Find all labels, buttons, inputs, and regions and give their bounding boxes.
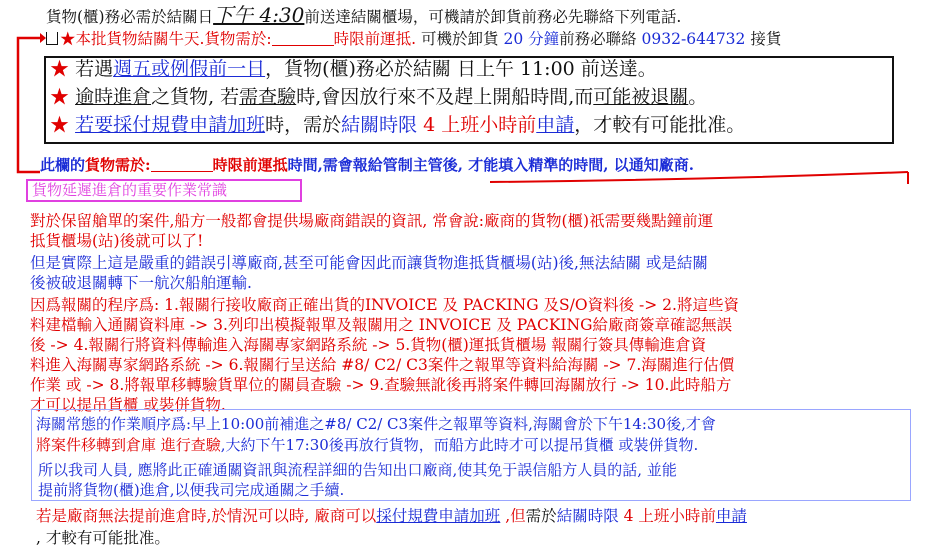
header-line-2: [46, 29, 781, 49]
para2-line2: 後被破退關轉下一航次船舶運輸.: [30, 274, 252, 292]
four-hours: 4 上班小時前: [417, 114, 537, 136]
para3-line3: 後 -> 4.報關行將資料傳輸進入海關專家網路系統 -> 5.貨物(櫃)運抵貨櫃場 報關行簽具傳輸進倉資: [30, 336, 707, 354]
cargo-deadline-label: ★本批貨物結關牛天.貨物需於:: [60, 30, 272, 48]
header-text-1b: 前送達結關櫃場，可機請於卸貨前務必先聯絡下列電話.: [304, 8, 682, 26]
overtime-application-link[interactable]: 若要採付規費申請加班: [75, 114, 266, 136]
notice-row-3: [50, 115, 745, 135]
contact-text: 前務必聯絡: [559, 30, 642, 48]
para3-line4: 料進入海關專家網路系統 -> 6.報關行呈送給 #8/ C2/ C3案件之報單等資料給海關 -> 7.海關進行估價: [30, 356, 735, 374]
para2-line1: 但是實際上這是嚴重的錯誤引導廠商,甚至可能會因此而讓貨物進抵貨櫃場(站)後,無法結關 或是結關: [30, 254, 708, 272]
late-entry: 逾時進倉: [75, 86, 152, 108]
phone-number: 0932-644732: [641, 30, 746, 48]
may-be-returned: 可能被退關: [593, 86, 689, 108]
inspection-needed: 需查驗: [239, 86, 297, 108]
notice-row-2: [50, 87, 707, 107]
minutes-value: 20 分鐘: [503, 30, 560, 48]
notice-2f: 。: [688, 86, 708, 108]
star-icon: ★: [50, 114, 70, 136]
para1-line1: 對於保留艙單的案件,船方一般都會提供場廠商錯誤的資訊, 常會說:廠商的貨物(櫃)祇需要幾點鐘前運: [30, 212, 714, 230]
para5-e: 結關時限: [556, 507, 619, 525]
notice-2b: 之貨物, 若: [151, 86, 240, 108]
para4-2a: 將案件移轉到倉庫 進行查驗: [36, 436, 221, 454]
notice-1c: ，貨物(櫃)務必於結關 日上午 11:00 前送達。: [265, 58, 657, 80]
deadline-suffix: 時限前運抵.: [333, 30, 417, 48]
para1-line2: 抵貨櫃場(站)後就可以了!: [30, 232, 204, 250]
cutoff-time: 下午 4:30: [213, 3, 305, 27]
para3-line6: 才可以提吊貨櫃 或裝併貨物.: [30, 396, 226, 414]
note-line: [40, 155, 694, 175]
overtime-fee-link[interactable]: 採付規費申請加班: [376, 507, 501, 525]
para4-line1: 海關常態的作業順序爲:早上10:00前補進之#8/ C2/ C3案件之報單等資料,海關會於下午14:30後,才會: [36, 415, 716, 433]
header-line-1: [46, 5, 681, 27]
para3-line5: 作業 或 -> 8.將報單移轉驗貨單位的關員查驗 -> 9.查驗無訛後再將案件轉回海關放行 -> 10.此時船方: [30, 376, 732, 394]
star-icon: ★: [50, 86, 70, 108]
note-d: 時間,需會報給管制主管後, 才能填入精準的時間, 以通知廠商.: [287, 156, 694, 174]
header-text-1: 貨物(櫃)務必需於結關日: [46, 8, 214, 26]
driver-text: 可機於卸貨: [416, 30, 504, 48]
notice-3b: 時，需於: [265, 114, 342, 136]
notice-1a: 若遇: [75, 58, 114, 80]
friday-holiday: 週五或例假前一日: [113, 58, 266, 80]
para4-line2: [36, 435, 698, 455]
note-a: 此欄的: [40, 156, 86, 174]
para5-a: 若是廠商無法提前進倉時,於情況可以時, 廠商可以: [36, 507, 377, 525]
note-b: 貨物需於:: [85, 156, 151, 174]
para5-c: ,但: [500, 507, 526, 525]
notice-row-1: [50, 59, 657, 79]
para3-line2: 料建檔輸入通關資料庫 -> 3.列印出模擬報單及報關用之 INVOICE 及 PACKING給廠商簽章確認無誤: [30, 316, 732, 334]
para4-line4: 提前將貨物(櫃)進倉,以便我司完成通關之手續.: [38, 481, 345, 499]
para4-line3: 所以我司人員, 應將此正確通關資訊與流程詳細的告知出口廠商,使其免于誤信船方人員的話, 並能: [38, 461, 677, 479]
para4-2b: ,大約下午17:30後再放行貨物，而船方此時才可以提吊貨櫃 或裝併貨物.: [220, 436, 699, 454]
note-c: 時限前運抵: [212, 156, 288, 174]
para5-line1: [36, 506, 747, 526]
section-title: 貨物延遲進倉的重要作業常識: [32, 181, 228, 199]
para5-d: 需於: [525, 507, 557, 525]
para5-line2: , 才較有可能批准。: [36, 529, 170, 547]
checkbox-icon[interactable]: [46, 32, 58, 45]
notice-2d: 時,會因放行來不及趕上開船時間,而: [296, 86, 594, 108]
note-blank: [151, 157, 213, 172]
para5-f: 4 上班小時前: [618, 507, 716, 525]
receive-text: 接貨: [745, 30, 782, 48]
star-icon: ★: [50, 58, 70, 80]
apply-text: 申請: [536, 114, 575, 136]
deadline-blank[interactable]: [272, 31, 334, 46]
para5-g: 申請: [715, 507, 747, 525]
notice-3f: ，才較有可能批准。: [574, 114, 746, 136]
para3-line1: 因爲報關的程序爲: 1.報關行接收廠商正確出貨的INVOICE 及 PACKING 及S/O資料後 -> 2.將這些資: [30, 296, 739, 314]
closing-time-limit: 結關時限: [341, 114, 418, 136]
